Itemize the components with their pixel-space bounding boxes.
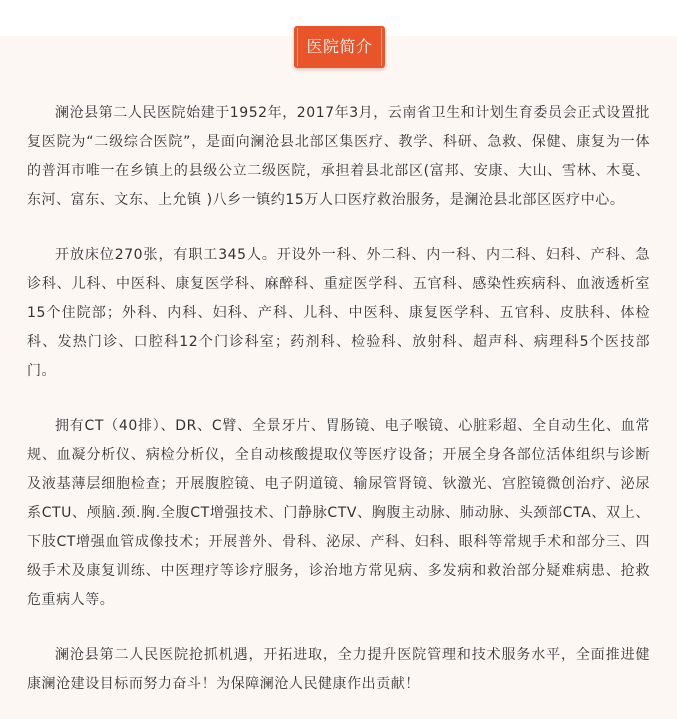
section-title: 医院简介 <box>294 26 385 68</box>
intro-body <box>27 99 650 699</box>
intro-paragraph-goals: 澜沧县第二人民医院抢抓机遇，开拓进取，全力提升医院管理和技术服务水平，全面推进健康澜沧建设目标而努力奋斗！为保障澜沧人民健康作出贡献！ <box>27 647 650 692</box>
intro-paragraph-equipment: 拥有CT（40排）、DR、C臂、全景牙片、胃肠镜、电子喉镜、心脏彩超、全自动生化、血常规、血凝分析仪、病检分析仪，全自动核酸提取仪等医疗设备；开展全身各部位活体组织与诊断及液基薄层细胞检查；开展腹腔镜、电子阴道镜、输尿管肾镜、钬激光、宫腔镜微创治疗、泌尿系CTU、颅脑.颈.胸.全腹CT增强技术、门静脉CTV、胸腹主动脉、肺动脉、头颈部CTA、双上、下肢CT增强血管成像技术；开展普外、骨科、泌尿、产科、妇科、眼科等常规手术和部分三、四级手术及康复训练、中医理疗等诊疗服务，诊治地方常见病、多发病和救治部分疑难病患、抢救危重病人等。 <box>27 418 650 608</box>
intro-paragraph-departments: 开放床位270张，有职工345人。开设外一科、外二科、内一科、内二科、妇科、产科、急诊科、儿科、中医科、康复医学科、麻醉科、重症医学科、五官科、感染性疾病科、血液透析室15个住院部；外科、内科、妇科、产科、儿科、中医科、康复医学科、五官科、皮肤科、体检科、发热门诊、口腔科12个门诊科室；药剂科、检验科、放射科、超声科、病理科5个医技部门。 <box>27 247 650 379</box>
intro-paragraph-history: 澜沧县第二人民医院始建于1952年，2017年3月，云南省卫生和计划生育委员会正式设置批复医院为“二级综合医院”，是面向澜沧县北部区集医疗、教学、科研、急救、保健、康复为一体的普洱市唯一在乡镇上的县级公立二级医院，承担着县北部区(富邦、安康、大山、雪林、木戛、东河、富东、文东、上允镇 )八乡一镇约15万人口医疗救治服务，是澜沧县北部区医疗中心。 <box>27 105 650 208</box>
